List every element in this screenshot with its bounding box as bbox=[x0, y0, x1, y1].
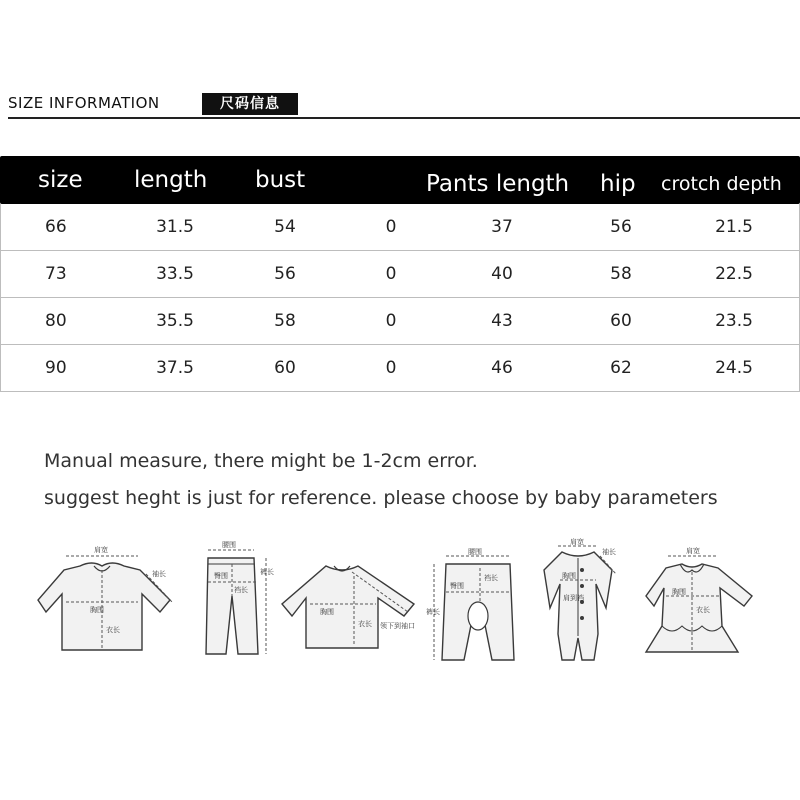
romper-pants-diagram bbox=[426, 546, 526, 668]
cell-bust: 58 bbox=[274, 311, 296, 331]
cell-blank: 0 bbox=[385, 217, 397, 237]
dress-diagram bbox=[642, 546, 758, 662]
label-chest: 胸围 bbox=[672, 588, 686, 596]
cell-length: 37.5 bbox=[156, 358, 194, 378]
raglan-top-diagram bbox=[280, 548, 422, 660]
note-manual-measure: Manual measure, there might be 1-2cm error. bbox=[44, 450, 478, 472]
romper-diagram-svg bbox=[536, 538, 620, 662]
label-waist: 腰围 bbox=[222, 541, 236, 549]
header-bust: bust bbox=[255, 167, 306, 193]
cell-length: 35.5 bbox=[156, 311, 194, 331]
cell-hip: 58 bbox=[610, 264, 632, 284]
cell-crotch-depth: 21.5 bbox=[715, 217, 753, 237]
cell-length: 31.5 bbox=[156, 217, 194, 237]
label-sleeve: 袖长 bbox=[152, 570, 166, 578]
cell-crotch-depth: 23.5 bbox=[715, 311, 753, 331]
table-row bbox=[1, 251, 799, 298]
label-length: 衣长 bbox=[106, 626, 120, 634]
cell-size: 80 bbox=[45, 311, 67, 331]
label-shoulder: 肩宽 bbox=[94, 546, 108, 554]
cell-hip: 60 bbox=[610, 311, 632, 331]
cell-blank: 0 bbox=[385, 311, 397, 331]
table-body bbox=[0, 204, 800, 392]
header-pants-length: Pants length bbox=[426, 171, 570, 197]
raglan-top-diagram-svg bbox=[280, 548, 422, 656]
measurement-notes bbox=[44, 443, 718, 517]
label-shoulder: 肩宽 bbox=[570, 538, 584, 546]
cell-bust: 60 bbox=[274, 358, 296, 378]
cell-pants-length: 46 bbox=[491, 358, 513, 378]
romper-pants-diagram-svg bbox=[426, 546, 526, 664]
label-hip: 臀围 bbox=[450, 582, 464, 590]
header-size: size bbox=[38, 167, 83, 193]
table-header-row bbox=[0, 156, 800, 204]
label-crotch: 裆长 bbox=[234, 586, 248, 594]
table-row bbox=[1, 345, 799, 391]
header-title-en: SIZE INFORMATION bbox=[8, 94, 160, 112]
cell-size: 73 bbox=[45, 264, 67, 284]
romper-diagram bbox=[536, 538, 620, 666]
cell-hip: 56 bbox=[610, 217, 632, 237]
label-pants-length: 裤长 bbox=[260, 568, 274, 576]
label-length: 衣长 bbox=[358, 620, 372, 628]
label-sleeve: 袖长 bbox=[602, 548, 616, 556]
cell-bust: 54 bbox=[274, 217, 296, 237]
label-shoulder: 肩宽 bbox=[686, 547, 700, 555]
note-height-reference: suggest heght is just for reference. please choose by baby parameters bbox=[44, 487, 718, 509]
cell-hip: 62 bbox=[610, 358, 632, 378]
header-title-cn: 尺码信息 bbox=[202, 93, 298, 115]
cell-blank: 0 bbox=[385, 264, 397, 284]
label-chest: 胸围 bbox=[90, 606, 104, 614]
cell-pants-length: 37 bbox=[491, 217, 513, 237]
cell-pants-length: 40 bbox=[491, 264, 513, 284]
table-row bbox=[1, 298, 799, 345]
label-hip: 臀围 bbox=[214, 572, 228, 580]
label-length: 裤长 bbox=[426, 608, 440, 616]
label-neck-to-cuff: 领下到袖口 bbox=[380, 622, 415, 630]
header-crotch-depth: crotch depth bbox=[661, 173, 782, 195]
header-length: length bbox=[134, 167, 208, 193]
label-chest: 胸围 bbox=[320, 608, 334, 616]
header-hip: hip bbox=[600, 171, 636, 197]
cell-size: 90 bbox=[45, 358, 67, 378]
shirt-diagram bbox=[36, 546, 184, 662]
cell-blank: 0 bbox=[385, 358, 397, 378]
dress-diagram-svg bbox=[642, 546, 758, 658]
label-shoulder-to-crotch: 肩到裆 bbox=[563, 594, 584, 602]
size-table bbox=[0, 156, 800, 392]
pants-diagram bbox=[198, 538, 272, 662]
header-divider bbox=[8, 117, 800, 119]
pants-diagram-svg bbox=[198, 538, 272, 658]
cell-crotch-depth: 24.5 bbox=[715, 358, 753, 378]
cell-length: 33.5 bbox=[156, 264, 194, 284]
table-row bbox=[1, 204, 799, 251]
label-length: 衣长 bbox=[696, 606, 710, 614]
cell-bust: 56 bbox=[274, 264, 296, 284]
cell-crotch-depth: 22.5 bbox=[715, 264, 753, 284]
measurement-diagrams bbox=[36, 538, 764, 678]
label-crotch: 裆长 bbox=[484, 574, 498, 582]
shirt-diagram-svg bbox=[36, 546, 184, 658]
label-chest: 胸围 bbox=[562, 572, 576, 580]
size-information-header bbox=[8, 93, 800, 119]
label-waist: 腰围 bbox=[468, 548, 482, 556]
cell-pants-length: 43 bbox=[491, 311, 513, 331]
cell-size: 66 bbox=[45, 217, 67, 237]
